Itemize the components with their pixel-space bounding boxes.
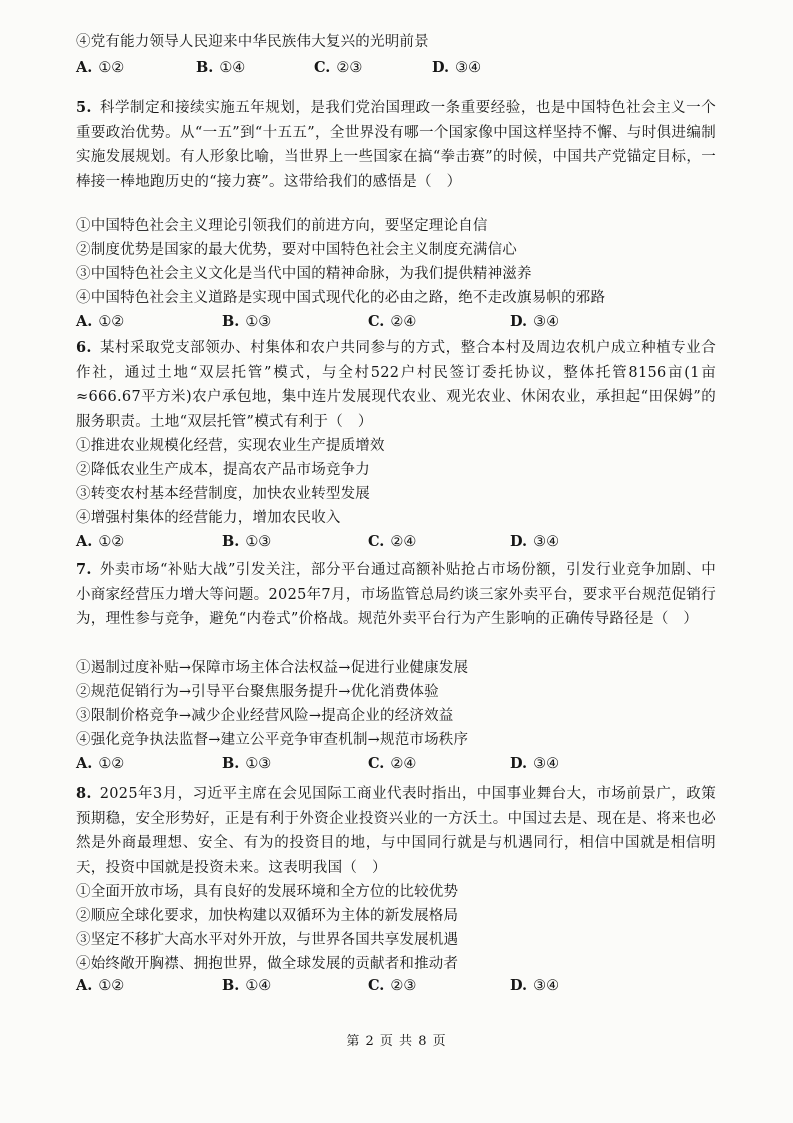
question-7-item-2: ②规范促销行为→引导平台聚焦服务提升→优化消费体验 [76, 684, 439, 700]
question-5-option-c: C. ②④ [368, 313, 417, 330]
prev-option-a: A. ①② [76, 59, 125, 76]
question-6-stem: 6. 某村采取党支部领办、村集体和农户共同参与的方式，整合本村及周边农机户成立种植专业合作社，通过土地“双层托管”模式，与全村522户村民签订委托协议，整体托管8156亩(1亩≈666.67平方米)农户承包地，集中连片发展现代农业、观光农业、休闲农业，承担起“田保姆”的服务职责。土地“双层托管”模式有利于（ ） [76, 339, 716, 430]
question-7-number: 7. [76, 561, 92, 578]
question-5-item-3: ③中国特色社会主义文化是当代中国的精神命脉，为我们提供精神滋养 [76, 266, 532, 282]
question-6-option-c: C. ②④ [368, 533, 417, 550]
question-5-number: 5. [76, 99, 92, 116]
question-8-item-4: ④始终敞开胸襟、拥抱世界，做全球发展的贡献者和推动者 [76, 956, 459, 972]
question-6-item-4: ④增强村集体的经营能力，增加农民收入 [76, 510, 341, 526]
question-6-option-a: A. ①② [76, 533, 125, 550]
question-7-item-1: ①遏制过度补贴→保障市场主体合法权益→促进行业健康发展 [76, 660, 469, 676]
question-7-option-d: D. ③④ [510, 755, 560, 772]
question-6-item-1: ①推进农业规模化经营，实现农业生产提质增效 [76, 438, 385, 454]
question-7-option-c: C. ②④ [368, 755, 417, 772]
prev-question-item-4: ④党有能力领导人民迎来中华民族伟大复兴的光明前景 [76, 34, 429, 50]
question-6-option-b: B. ①③ [222, 533, 272, 550]
prev-option-d: D. ③④ [432, 59, 482, 76]
question-7-option-a: A. ①② [76, 755, 125, 772]
question-8-item-3: ③坚定不移扩大高水平对外开放，与世界各国共享发展机遇 [76, 932, 459, 948]
question-8-item-1: ①全面开放市场，具有良好的发展环境和全方位的比较优势 [76, 884, 459, 900]
question-5-option-b: B. ①③ [222, 313, 272, 330]
question-8-stem: 8. 2025年3月，习近平主席在会见国际工商业代表时指出，中国事业舞台大，市场前景广，政策预期稳，安全形势好，正是有利于外资企业投资兴业的一方沃土。中国过去是、现在是、将来也必然是外商最理想、安全、有为的投资目的地，与中国同行就是与机遇同行，相信中国就是相信明天，投资中国就是投资未来。这表明我国（ ） [76, 785, 716, 876]
question-6-item-3: ③转变农村基本经营制度，加快农业转型发展 [76, 486, 370, 502]
question-5-option-d: D. ③④ [510, 313, 560, 330]
question-5-item-4: ④中国特色社会主义道路是实现中国式现代化的必由之路，绝不走改旗易帜的邪路 [76, 290, 606, 306]
question-6-item-2: ②降低农业生产成本，提高农产品市场竞争力 [76, 462, 370, 478]
page-number: 第 2 页 共 8 页 [346, 1034, 447, 1049]
question-7-option-b: B. ①③ [222, 755, 272, 772]
prev-option-c: C. ②③ [314, 59, 363, 76]
question-8-option-b: B. ①④ [222, 977, 272, 994]
question-5-item-2: ②制度优势是国家的最大优势，要对中国特色社会主义制度充满信心 [76, 242, 517, 258]
question-5-option-a: A. ①② [76, 313, 125, 330]
question-8-number: 8. [76, 785, 92, 802]
question-6-number: 6. [76, 339, 92, 356]
prev-option-b: B. ①④ [196, 59, 246, 76]
question-7-stem: 7. 外卖市场“补贴大战”引发关注，部分平台通过高额补贴抢占市场份额，引发行业竞争加剧、中小商家经营压力增大等问题。2025年7月，市场监管总局约谈三家外卖平台，要求平台规范促销行为，理性参与竞争，避免“内卷式”价格战。规范外卖平台行为产生影响的正确传导路径是（ ） [76, 561, 716, 627]
question-8-option-a: A. ①② [76, 977, 125, 994]
question-7-item-3: ③限制价格竞争→减少企业经营风险→提高企业的经济效益 [76, 708, 454, 724]
question-8-item-2: ②顺应全球化要求，加快构建以双循环为主体的新发展格局 [76, 908, 459, 924]
question-8-option-c: C. ②③ [368, 977, 417, 994]
question-8-option-d: D. ③④ [510, 977, 560, 994]
question-6-option-d: D. ③④ [510, 533, 560, 550]
question-5-stem: 5. 科学制定和接续实施五年规划，是我们党治国理政一条重要经验，也是中国特色社会主义一个重要政治优势。从“一五”到“十五五”，全世界没有哪一个国家像中国这样坚持不懈、与时俱进编制实施发展规划。有人形象比喻，当世界上一些国家在搞“拳击赛”的时候，中国共产党锚定目标，一棒接一棒地跑历史的“接力赛”。这带给我们的感悟是（ ） [76, 99, 716, 190]
question-5-item-1: ①中国特色社会主义理论引领我们的前进方向，要坚定理论自信 [76, 218, 488, 234]
question-7-item-4: ④强化竞争执法监督→建立公平竞争审查机制→规范市场秩序 [76, 732, 469, 748]
